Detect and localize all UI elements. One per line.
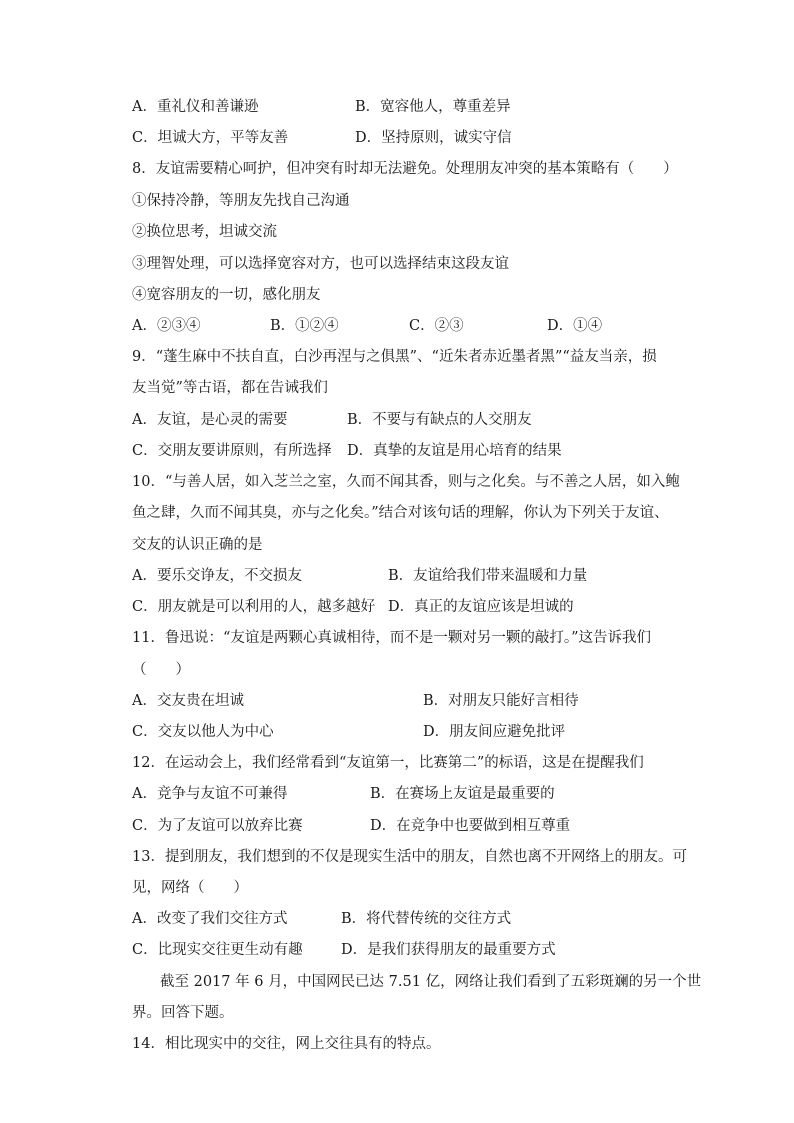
q9-options-row2 — [132, 441, 692, 461]
q9-options-row1 — [132, 410, 692, 430]
q8-item-1: ①保持冷静，等朋友先找自己沟通 — [132, 193, 350, 209]
q13-stem-line1: 13．提到朋友，我们想到的不仅是现实生活中的朋友，自然也离不开网络上的朋友。可 — [132, 849, 687, 865]
passage-line1: 截至 2017 年 6 月，中国网民已达 7.51 亿，网络让我们看到了五彩斑斓的另一个世 — [160, 974, 702, 990]
q9-option-c: C．交朋友要讲原则，有所选择 — [132, 443, 332, 459]
q7-options-row1 — [132, 97, 692, 117]
q10-option-a: A．要乐交诤友，不交损友 — [132, 568, 302, 584]
q9-option-d: D．真挚的友谊是用心培育的结果 — [347, 443, 562, 459]
q12-stem: 12．在运动会上，我们经常看到“友谊第一，比赛第二”的标语，这是在提醒我们 — [132, 755, 644, 771]
q8-item-3: ③理智处理，可以选择宽容对方，也可以选择结束这段友谊 — [132, 256, 509, 272]
q11-option-d: D．朋友间应避免批评 — [423, 724, 566, 740]
q14-stem: 14．相比现实中的交往，网上交往具有的特点。 — [132, 1036, 441, 1052]
q7-option-c: C．坦诚大方，平等友善 — [132, 130, 289, 146]
q8-options-row — [132, 316, 692, 336]
q13-stem-line2: 见，网络（ ） — [132, 880, 248, 896]
q8-option-b: B．①②④ — [270, 318, 339, 334]
q12-option-b: B．在赛场上友谊是最重要的 — [370, 786, 555, 802]
q9-option-a: A．友谊，是心灵的需要 — [132, 412, 288, 428]
q8-option-a: A．②③④ — [132, 318, 201, 334]
q7-option-d: D．坚持原则，诚实守信 — [355, 130, 512, 146]
q13-option-c: C．比现实交往更生动有趣 — [132, 942, 303, 958]
q11-options-row2 — [132, 722, 692, 742]
q12-option-a: A．竞争与友谊不可兼得 — [132, 786, 288, 802]
q8-option-d: D．①④ — [547, 318, 603, 334]
q11-option-a: A．交友贵在坦诚 — [132, 693, 244, 709]
q7-option-a: A．重礼仪和善谦逊 — [132, 99, 259, 115]
q13-option-d: D．是我们获得朋友的最重要方式 — [341, 942, 556, 958]
q10-stem-line2: 鱼之肆，久而不闻其臭，亦与之化矣。”结合对该句话的理解，你认为下列关于友谊、 — [132, 505, 669, 521]
q10-options-row2 — [132, 597, 692, 617]
q12-options-row1 — [132, 784, 692, 804]
q13-option-a: A．改变了我们交往方式 — [132, 911, 288, 927]
q10-option-d: D．真正的友谊应该是坦诚的 — [388, 599, 574, 615]
q7-options-row2 — [132, 128, 692, 148]
q7-option-b: B．宽容他人，尊重差异 — [355, 99, 511, 115]
q9-stem-line1: 9．“蓬生麻中不扶自直，白沙再涅与之俱黑”、“近朱者赤近墨者黑”“益友当亲，损 — [132, 349, 657, 365]
q10-options-row1 — [132, 566, 692, 586]
q11-option-c: C．交友以他人为中心 — [132, 724, 274, 740]
q12-options-row2 — [132, 816, 692, 836]
passage-line2: 界。回答下题。 — [132, 1005, 234, 1021]
q11-stem-line1: 11．鲁迅说：“友谊是两颗心真诚相待，而不是一颗对另一颗的敲打。”这告诉我们 — [132, 630, 652, 646]
q11-stem-line2: （ ） — [132, 662, 190, 678]
q11-options-row1 — [132, 691, 692, 711]
q12-option-d: D．在竞争中也要做到相互尊重 — [370, 818, 571, 834]
q8-item-4: ④宽容朋友的一切，感化朋友 — [132, 287, 321, 303]
q10-stem-line3: 交友的认识正确的是 — [132, 537, 263, 553]
q8-option-c: C．②③ — [409, 318, 464, 334]
q10-stem-line1: 10．“与善人居，如入芝兰之室，久而不闻其香，则与之化矣。与不善之人居，如入鲍 — [132, 474, 680, 490]
q10-option-c: C．朋友就是可以利用的人，越多越好 — [132, 599, 376, 615]
q13-options-row1 — [132, 909, 692, 929]
q10-option-b: B．友谊给我们带来温暖和力量 — [388, 568, 588, 584]
q8-stem: 8．友谊需要精心呵护，但冲突有时却无法避免。处理朋友冲突的基本策略有（ ） — [132, 161, 678, 177]
q8-item-2: ②换位思考，坦诚交流 — [132, 224, 277, 240]
q9-option-b: B．不要与有缺点的人交朋友 — [347, 412, 532, 428]
q9-stem-line2: 友当觉”等古语，都在告诫我们 — [132, 380, 328, 396]
q12-option-c: C．为了友谊可以放弃比赛 — [132, 818, 303, 834]
q11-option-b: B．对朋友只能好言相待 — [423, 693, 579, 709]
q13-option-b: B．将代替传统的交往方式 — [341, 911, 512, 927]
q13-options-row2 — [132, 940, 692, 960]
